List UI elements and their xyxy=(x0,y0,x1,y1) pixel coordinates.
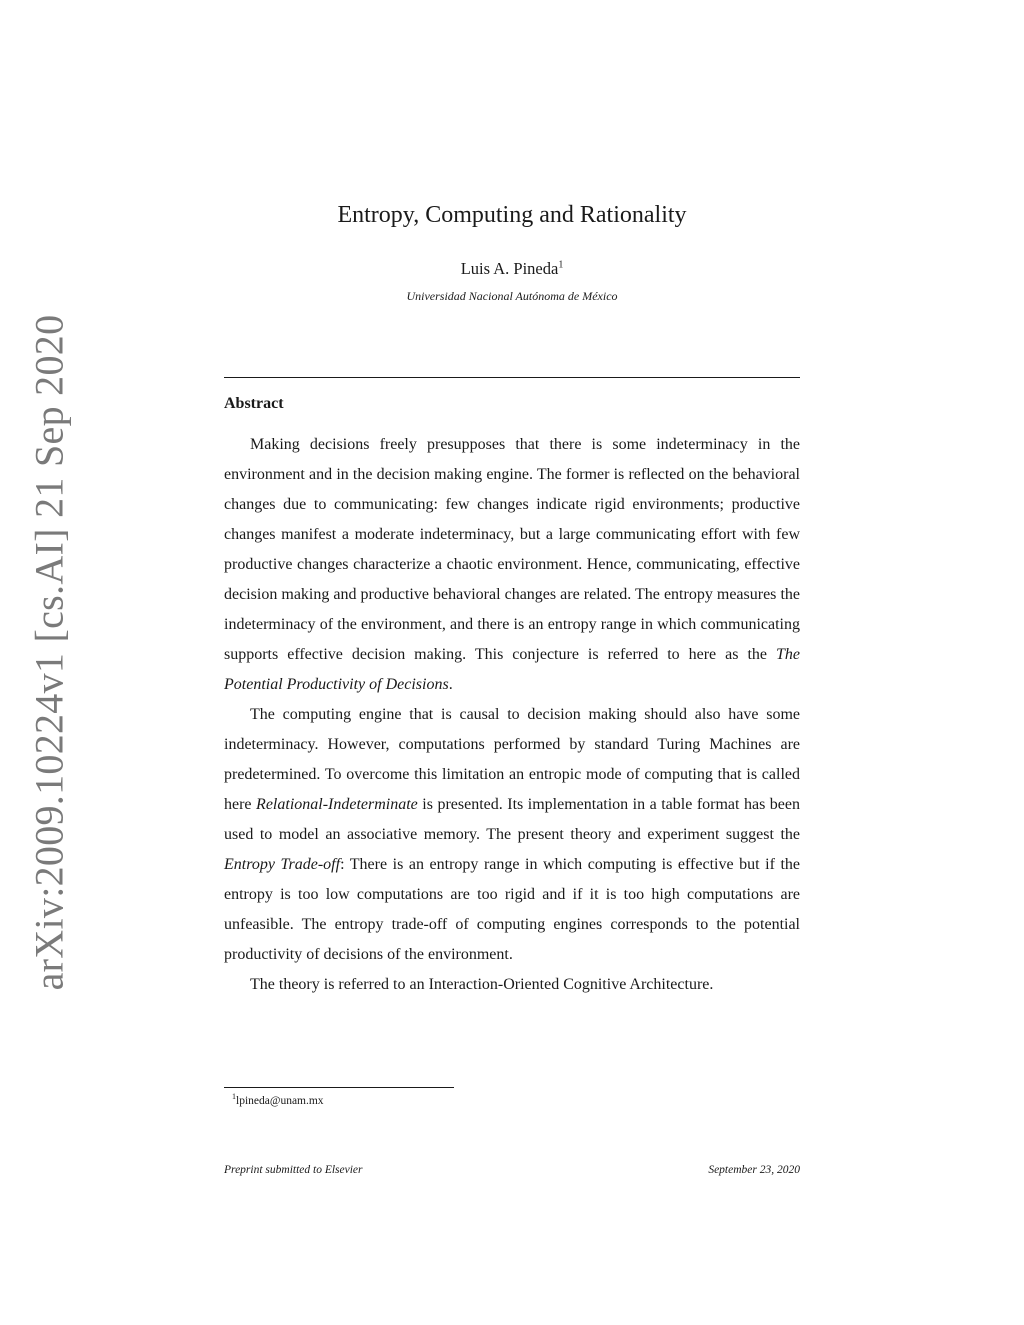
abstract-paragraph-3 xyxy=(224,970,800,1000)
footer-preprint-note: Preprint submitted to Elsevier xyxy=(224,1164,363,1176)
abstract-p2-text-c: : There is an entropy range in which computing is effective but if the entropy is too low computations are too rigid and if it is too high computations are unfeasible. The entropy trade-off of computing engines corresponds to the potential productivity of decisions of the environment. xyxy=(224,856,801,963)
abstract-paragraph-2 xyxy=(224,700,800,970)
abstract-top-rule xyxy=(224,377,800,378)
paper-title: Entropy, Computing and Rationality xyxy=(337,202,687,228)
abstract-p2-text-b: is presented. Its implementation in a table format has been used to model an associative memory. The present theory and experiment suggest the xyxy=(224,796,801,843)
abstract-heading: Abstract xyxy=(224,395,284,412)
footnote-email: lpineda@unam.mx xyxy=(236,1094,324,1107)
abstract-p1-text-a: Making decisions freely presupposes that there is some indeterminacy in the environment and in the decision making engine. The former is reflected on the behavioral changes due to communicating: few changes indicate rigid environments; productive changes manifest a moderate indeterminacy, but a large communicating effort with few productive changes characterize a chaotic environment. Hence, communicating, effective decision making and productive behavioral changes are related. The entropy measures the indeterminacy of the environment, and there is an entropy range in which communicating supports effective decision making. This conjecture is referred to here as the xyxy=(224,436,800,663)
author-line xyxy=(0,259,1024,279)
footnote-rule xyxy=(224,1087,454,1088)
abstract-p1-text-b: . xyxy=(448,676,453,693)
abstract-p3-text-a: The theory is referred to an Interaction-Oriented Cognitive Architecture. xyxy=(250,976,714,993)
arxiv-identifier-stamp xyxy=(21,314,77,991)
author-affiliation: Universidad Nacional Autónoma de México xyxy=(406,289,618,303)
abstract-p2-italic-a: Relational-Indeterminate xyxy=(256,796,418,813)
abstract-p1-italic-a: The Potential Productivity of Decisions xyxy=(224,646,800,693)
footnote-mark: 1 xyxy=(232,1092,236,1101)
abstract-body xyxy=(224,430,800,1000)
abstract-p2-text-a: The computing engine that is causal to decision making should also have some indeterminacy. However, computations performed by standard Turing Machines are predetermined. To overcome this limitation an entropic mode of computing that is called here xyxy=(224,706,800,813)
footer-date: September 23, 2020 xyxy=(708,1164,800,1176)
footnote xyxy=(232,1092,324,1107)
author-name: Luis A. Pineda xyxy=(460,259,559,278)
abstract-p2-italic-b: Entropy Trade-off xyxy=(224,856,341,873)
abstract-paragraph-1 xyxy=(224,430,800,700)
author-footnote-mark: 1 xyxy=(558,259,564,271)
arxiv-identifier-text: arXiv:2009.10224v1 [cs.AI] 21 Sep 2020 xyxy=(26,314,72,991)
